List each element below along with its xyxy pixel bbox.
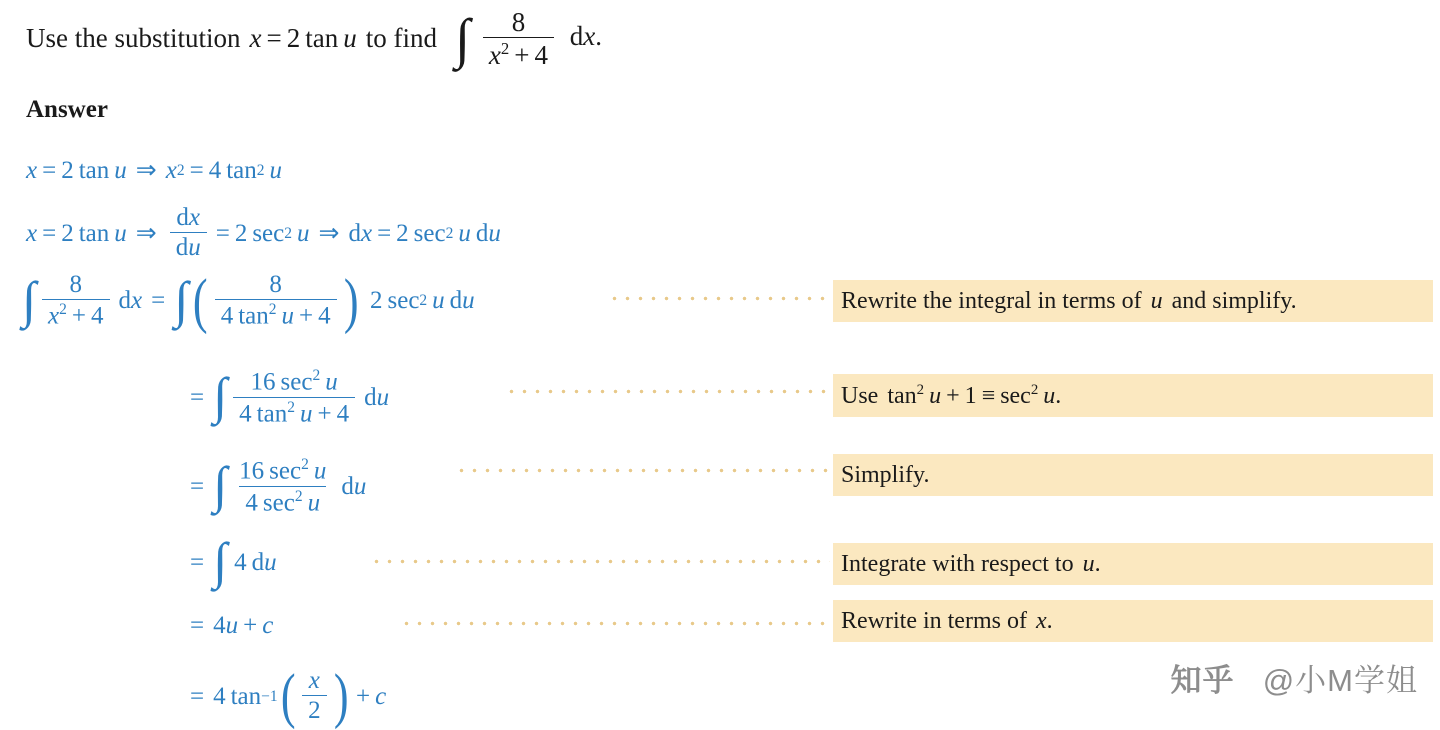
step-5: = ∫ $\frac{16 \sec^2 u}{4 \sec^2 u}$ d u (190, 456, 367, 516)
comment-2-math: $\tan^2 u + 1 \equiv \sec^2 u$ (887, 382, 1056, 409)
comment-4-text-after: . (1094, 551, 1101, 577)
leader-dots-5 (400, 621, 830, 626)
comment-1-text-before: Rewrite the integral in terms of (841, 288, 1142, 314)
comment-3 (833, 454, 1433, 496)
watermark-logo: 知乎 (1170, 663, 1235, 698)
answer-heading: Answer (26, 96, 108, 123)
watermark-handle: @小M学姐 (1262, 663, 1418, 698)
step-1: x = 2 tan u ⇒ x 2 = 4 tan 2 u (26, 157, 282, 184)
step-3: ∫ $\frac{8}{x^2 + 4}$ d x = ∫ ( $\frac{8}{4 \tan^2 u + 4}$ ) 2 sec 2 u d u (22, 266, 475, 335)
leader-dots-1 (608, 296, 830, 301)
comment-5-text-before: Rewrite in terms of (841, 608, 1027, 634)
leader-dots-3 (455, 468, 830, 473)
leader-dots-2 (505, 389, 830, 394)
comment-5 (833, 600, 1433, 642)
watermark (1170, 655, 1418, 700)
question-line (26, 8, 602, 70)
comment-5-var: x (1035, 608, 1047, 634)
comment-1-text-after: and simplify. (1171, 288, 1297, 314)
comment-4 (833, 543, 1433, 585)
step-2: x = 2 tan u ⇒ $\frac{dx}{du}$ = 2 sec 2 u ⇒ d x = 2 sec 2 u d u (26, 204, 501, 262)
question-integral-math: ∫ $\frac{8}{x^2 + 4}$ dx. (454, 7, 602, 71)
comment-1-var: u (1150, 288, 1163, 314)
comment-2-text-after: . (1055, 382, 1062, 409)
comment-3-text: Simplify. (841, 462, 930, 488)
question-substitution-math: x = 2 tan u (249, 23, 357, 54)
comment-5-text-after: . (1046, 608, 1053, 634)
question-prefix: Use the substitution (26, 23, 241, 54)
step-4: = ∫ $\frac{16 \sec^2 u}{4 \tan^2 u + 4}$ d u (190, 367, 390, 427)
comment-1 (833, 280, 1433, 322)
question-middle: to find (365, 23, 437, 54)
step-6: = ∫ 4 d u (190, 533, 277, 590)
comment-4-text-before: Integrate with respect to (841, 551, 1074, 577)
step-7: = 4 u + c (190, 612, 274, 639)
step-8: = 4 tan −1 ( $\frac{x}{2}$ ) + c (190, 661, 387, 730)
comment-2-text-before: Use (841, 382, 879, 409)
comment-2 (833, 374, 1433, 417)
comment-4-var: u (1082, 551, 1095, 577)
leader-dots-4 (370, 559, 830, 564)
